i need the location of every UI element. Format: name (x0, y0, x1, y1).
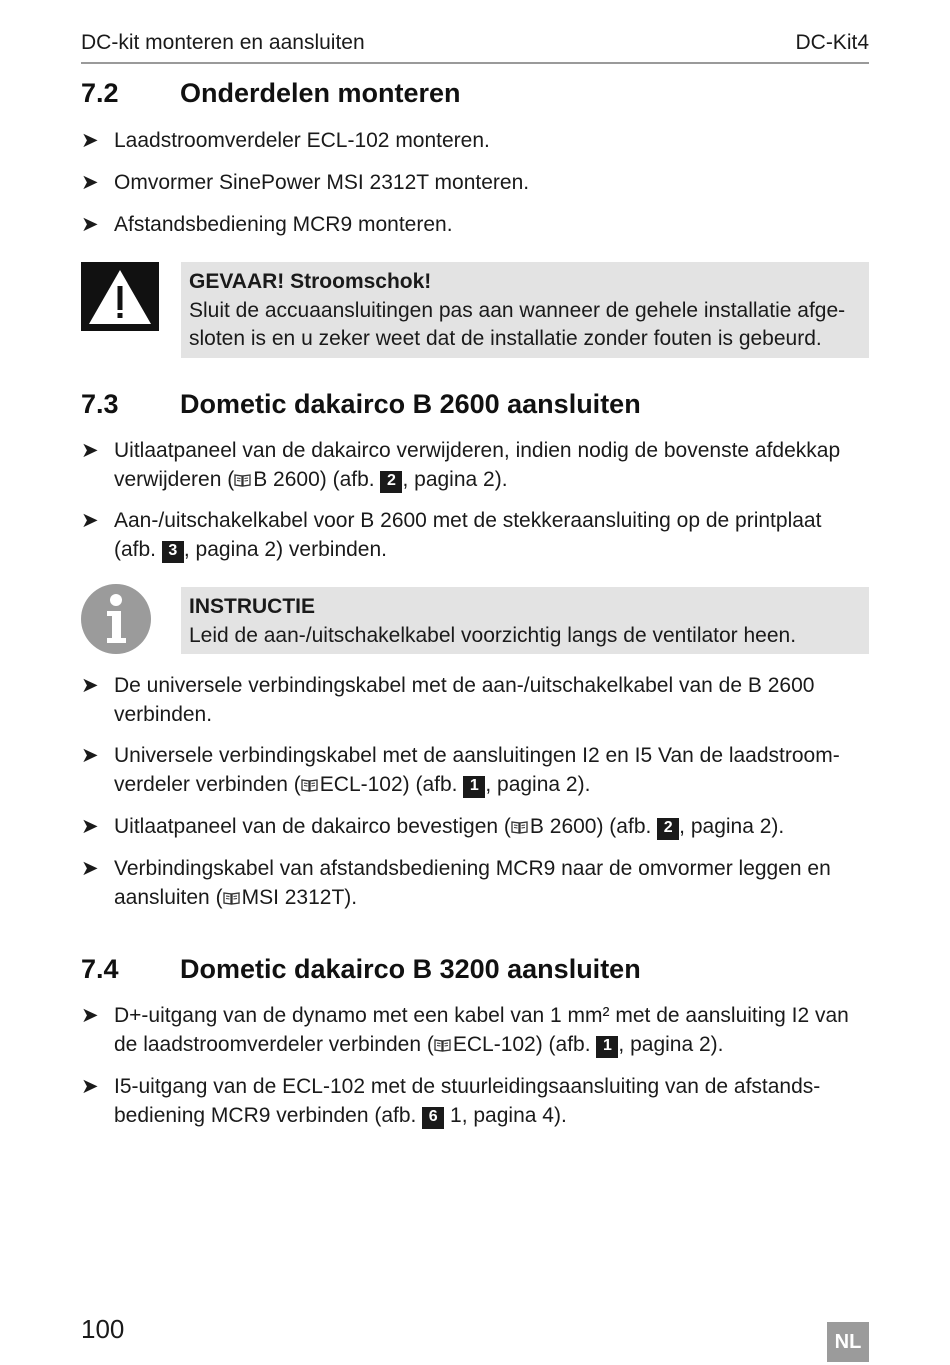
danger-title: GEVAAR! Stroomschok! (189, 270, 432, 293)
arrow-bullet-icon: ➤ (81, 129, 99, 152)
step-item (81, 127, 871, 156)
header-chapter-title: DC-kit monteren en aansluiten (81, 31, 365, 54)
section-number: 7.2 (81, 78, 119, 108)
figure-number-badge: 1 (463, 776, 485, 798)
manual-book-icon (511, 820, 528, 834)
step-text: Afstandsbediening MCR9 monteren. (114, 213, 453, 236)
running-header (81, 28, 869, 64)
arrow-bullet-icon: ➤ (81, 509, 99, 532)
section-number: 7.3 (81, 389, 119, 419)
step-text: Universele verbindingskabel met de aansluitingen I2 en I5 Van de laadstroom- verdeler verbinden ( ECL-102) (afb. 1 , pagina 2). (114, 744, 840, 796)
section-title: Onderdelen monteren (180, 78, 461, 108)
step-item (81, 813, 871, 842)
section-number: 7.4 (81, 954, 119, 984)
figure-number-badge: 3 (162, 541, 184, 563)
figure-number-badge: 1 (596, 1036, 618, 1058)
step-text: Uitlaatpaneel van de dakairco bevestigen ( B 2600) (afb. 2 , pagina 2). (114, 815, 785, 838)
step-item (81, 855, 871, 912)
arrow-bullet-icon: ➤ (81, 1075, 99, 1098)
step-item (81, 211, 871, 240)
step-text: Uitlaatpaneel van de dakairco verwijderen, indien nodig de bovenste afdekkap verwijderen ( B 2600) (afb. 2 , pagina 2). (114, 439, 841, 491)
step-item (81, 1002, 871, 1059)
danger-notice (181, 262, 869, 358)
language-badge: NL (827, 1322, 869, 1362)
step-text: De universele verbindingskabel met de aan-/uitschakelkabel van de B 2600 verbinden. (114, 674, 815, 726)
arrow-bullet-icon: ➤ (81, 1004, 99, 1027)
danger-text-line: sloten is en u zeker weet dat de installatie zonder fouten is gebeurd. (189, 327, 822, 350)
manual-book-icon (301, 778, 318, 792)
arrow-bullet-icon: ➤ (81, 744, 99, 767)
step-item (81, 672, 871, 729)
figure-number-badge: 2 (657, 818, 679, 840)
section-title: Dometic dakairco B 3200 aansluiten (180, 954, 641, 984)
instruction-title: INSTRUCTIE (189, 595, 315, 618)
header-product-name: DC-Kit4 (795, 31, 869, 54)
info-icon (81, 584, 151, 654)
step-text: Verbindingskabel van afstandsbediening MCR9 naar de omvormer leggen en aansluiten ( MSI 2312T). (114, 857, 831, 909)
arrow-bullet-icon: ➤ (81, 439, 99, 462)
figure-number-badge: 2 (380, 471, 402, 493)
step-item (81, 742, 871, 799)
step-text: I5-uitgang van de ECL-102 met de stuurleidingsaansluiting van de afstands- bediening MCR9 verbinden (afb. 6 1, pagina 4). (114, 1075, 821, 1127)
instruction-notice (181, 587, 869, 654)
arrow-bullet-icon: ➤ (81, 213, 99, 236)
arrow-bullet-icon: ➤ (81, 171, 99, 194)
figure-number-badge: 6 (422, 1107, 444, 1129)
step-text: Aan-/uitschakelkabel voor B 2600 met de stekkeraansluiting op de printplaat (afb. 3 , pagina 2) verbinden. (114, 509, 822, 561)
arrow-bullet-icon: ➤ (81, 815, 99, 838)
step-item (81, 507, 871, 564)
section-title: Dometic dakairco B 2600 aansluiten (180, 389, 641, 419)
step-text: D+-uitgang van de dynamo met een kabel van 1 mm² met de aansluiting I2 van de laadstroomverdeler verbinden ( ECL-102) (afb. 1 , pagina 2). (114, 1004, 849, 1056)
step-item (81, 169, 871, 198)
instruction-text: Leid de aan-/uitschakelkabel voorzichtig langs de ventilator heen. (189, 623, 797, 647)
warning-triangle-icon (81, 262, 159, 331)
manual-book-icon (434, 1038, 451, 1052)
step-text: Omvormer SinePower MSI 2312T monteren. (114, 171, 530, 194)
step-item (81, 437, 871, 494)
manual-book-icon (223, 891, 240, 905)
step-item (81, 1073, 871, 1130)
page-number: 100 (81, 1314, 125, 1344)
manual-book-icon (234, 473, 251, 487)
danger-text-line: Sluit de accuaansluitingen pas aan wanneer de gehele installatie afge- (189, 298, 846, 322)
arrow-bullet-icon: ➤ (81, 674, 99, 697)
step-text: Laadstroomverdeler ECL-102 monteren. (114, 129, 490, 152)
arrow-bullet-icon: ➤ (81, 857, 99, 880)
